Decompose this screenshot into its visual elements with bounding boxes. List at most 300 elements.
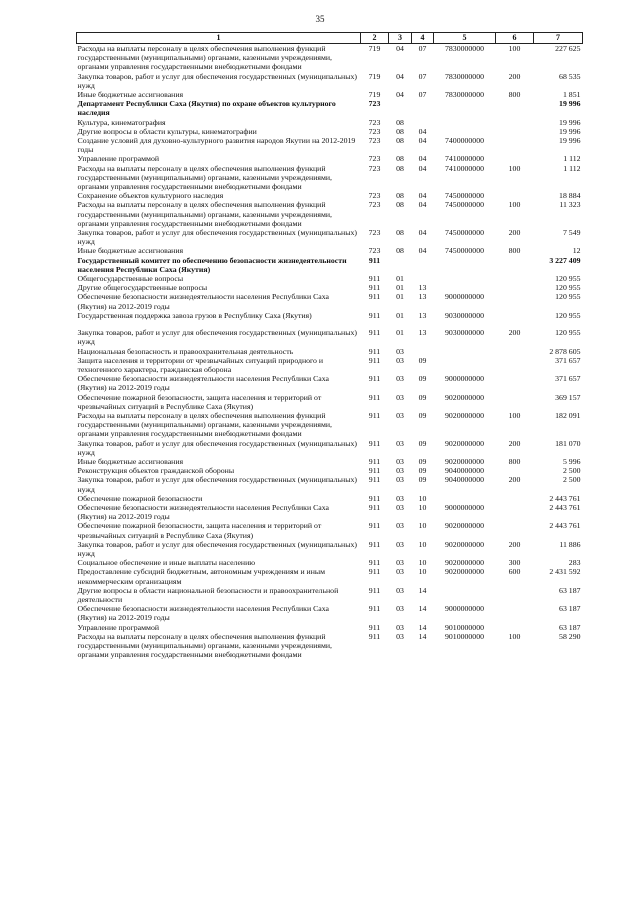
- header-col-6: 6: [496, 33, 534, 44]
- row-section-code: 03: [396, 539, 404, 549]
- table-row: [77, 604, 583, 622]
- row-name: Управление программой: [77, 154, 160, 164]
- table-row: [77, 411, 583, 439]
- row-admin-code: 723: [368, 126, 381, 136]
- row-amount: 120 955: [555, 274, 581, 284]
- row-expense-type-code: [496, 292, 534, 310]
- table-row: [77, 72, 583, 90]
- row-admin-code: 911: [368, 346, 381, 356]
- row-section-code: 08: [396, 117, 404, 127]
- row-section-code: 01: [396, 310, 404, 320]
- row-name: Обеспечение пожарной безопасности, защита населения и территорий от чрезвычайных ситуаций в Республике Саха (Якутия): [77, 521, 322, 540]
- row-subsection-code: 07: [418, 44, 427, 53]
- row-amount: 11 886: [559, 539, 581, 549]
- table-row: [77, 256, 583, 274]
- table-row: [77, 356, 583, 374]
- row-admin-code: 911: [368, 438, 381, 448]
- row-admin-code: 723: [368, 200, 381, 210]
- row-name: Культура, кинематография: [77, 117, 166, 127]
- row-target-code: 9010000000: [445, 631, 484, 641]
- row-subsection-code: 07: [418, 71, 427, 81]
- row-section-code: 03: [396, 567, 404, 577]
- table-row: [77, 466, 583, 475]
- row-admin-code: 911: [368, 292, 381, 302]
- row-name: Реконструкция объектов гражданской обороны: [77, 466, 235, 476]
- row-section-code: 01: [396, 292, 404, 302]
- row-name: Иные бюджетные ассигнования: [77, 90, 184, 100]
- row-expense-type-code: [496, 154, 534, 163]
- row-subsection-code: 14: [418, 585, 427, 595]
- row-amount: 120 955: [555, 283, 581, 293]
- row-subsection-code: 09: [418, 355, 427, 365]
- row-amount: 1 112: [563, 154, 581, 164]
- row-name: Закупка товаров, работ и услуг для обеспечения государственных (муниципальных) нужд: [77, 228, 357, 247]
- row-expense-type-code: 100: [508, 200, 521, 210]
- row-section-code: 04: [396, 71, 404, 81]
- row-amount: 63 187: [559, 622, 581, 632]
- row-subsection-code: 04: [418, 163, 427, 173]
- row-amount: 371 657: [555, 374, 581, 384]
- row-subsection-code: [412, 274, 434, 283]
- row-expense-type-code: [496, 311, 534, 320]
- header-col-2: 2: [361, 33, 389, 44]
- row-admin-code: 723: [368, 191, 381, 201]
- row-admin-code: 719: [368, 90, 381, 100]
- row-amount: 2 443 761: [549, 502, 581, 512]
- row-amount: 12: [572, 246, 581, 256]
- table-row: [77, 191, 583, 200]
- table-row: [77, 521, 583, 539]
- row-target-code: 9040000000: [445, 475, 484, 485]
- row-target-code: 9000000000: [445, 604, 484, 614]
- row-expense-type-code: [496, 494, 534, 503]
- row-section-code: 01: [396, 283, 404, 293]
- table-row: [77, 503, 583, 521]
- row-target-code: 9020000000: [445, 438, 484, 448]
- row-name: Закупка товаров, работ и услуг для обеспечения государственных (муниципальных) нужд: [77, 71, 357, 90]
- row-admin-code: 911: [368, 631, 381, 641]
- row-expense-type-code: [496, 283, 534, 292]
- row-section-code: 03: [396, 631, 404, 641]
- row-subsection-code: 04: [418, 200, 427, 210]
- row-amount: 19 996: [559, 136, 581, 146]
- row-expense-type-code: [496, 356, 534, 374]
- row-subsection-code: 14: [418, 604, 427, 614]
- row-section-code: 04: [396, 90, 404, 100]
- table-row: [77, 274, 583, 283]
- header-col-7: 7: [534, 33, 583, 44]
- row-expense-type-code: [496, 521, 534, 539]
- row-name: Расходы на выплаты персоналу в целях обеспечения выполнения функций государственными (муниципальными) органами, казенными учреждениями, органами управления государственными внебюджетными фондами: [77, 410, 333, 439]
- row-amount: 68 535: [559, 71, 581, 81]
- table-row: [77, 99, 583, 117]
- row-target-code: 9040000000: [445, 466, 484, 476]
- row-admin-code: 911: [368, 502, 381, 512]
- row-subsection-code: 13: [418, 292, 427, 302]
- row-expense-type-code: [496, 191, 534, 200]
- row-admin-code: 911: [368, 466, 381, 476]
- row-section-code: 04: [396, 44, 404, 53]
- table-row: [77, 127, 583, 136]
- row-section-code: 03: [396, 355, 404, 365]
- row-target-code: 9020000000: [445, 410, 484, 420]
- row-amount: 2 500: [562, 475, 581, 485]
- row-admin-code: 911: [368, 392, 381, 402]
- table-body: [77, 44, 583, 660]
- row-expense-type-code: 100: [508, 163, 521, 173]
- row-name: Закупка товаров, работ и услуг для обеспечения государственных (муниципальных) нужд: [77, 539, 357, 558]
- row-amount: 182 091: [555, 410, 581, 420]
- row-target-code: [434, 586, 496, 604]
- row-admin-code: 723: [368, 136, 381, 146]
- row-amount: 11 323: [559, 200, 581, 210]
- row-section-code: 03: [396, 456, 404, 466]
- row-section-code: 03: [396, 392, 404, 402]
- row-amount: 63 187: [559, 585, 581, 595]
- row-name: Другие общегосударственные вопросы: [77, 283, 208, 293]
- row-subsection-code: 10: [418, 567, 427, 577]
- row-admin-code: 911: [368, 355, 381, 365]
- table-row: [77, 136, 583, 154]
- row-target-code: 7400000000: [445, 136, 484, 146]
- row-target-code: 9020000000: [445, 392, 484, 402]
- row-amount: 227 625: [555, 44, 581, 53]
- row-name: Иные бюджетные ассигнования: [77, 456, 184, 466]
- row-subsection-code: 10: [418, 502, 427, 512]
- row-section-code: 08: [396, 191, 404, 201]
- row-admin-code: 719: [368, 44, 381, 53]
- table-row: [77, 283, 583, 292]
- row-subsection-code: 07: [418, 90, 427, 100]
- table-row: [77, 320, 583, 346]
- table-row: [77, 558, 583, 567]
- row-name: Расходы на выплаты персоналу в целях обеспечения выполнения функций государственными (муниципальными) органами, казенными учреждениями, органами управления государственными внебюджетными фондами: [77, 631, 333, 660]
- row-section-code: 03: [396, 558, 404, 568]
- row-section-code: 03: [396, 438, 404, 448]
- row-subsection-code: 13: [418, 310, 427, 320]
- page-number: 35: [315, 14, 325, 24]
- row-section-code: 08: [396, 126, 404, 136]
- table-row: [77, 164, 583, 192]
- row-admin-code: 719: [368, 71, 381, 81]
- row-section-code: 03: [396, 475, 404, 485]
- header-col-4: 4: [412, 33, 434, 44]
- row-name: Обеспечение безопасности жизнедеятельности населения Республики Саха (Якутия) на 2012-2019 годы: [77, 374, 330, 393]
- row-name: Национальная безопасность и правоохранительная деятельность: [77, 346, 294, 356]
- row-amount: 19 996: [559, 126, 581, 136]
- row-admin-code: 723: [368, 163, 381, 173]
- header-col-1: 1: [77, 33, 361, 44]
- row-name: Обеспечение безопасности жизнедеятельности населения Республики Саха (Якутия) на 2012-2019 годы: [77, 604, 330, 623]
- row-target-code: [434, 256, 496, 274]
- row-subsection-code: 04: [418, 136, 427, 146]
- table-row: [77, 347, 583, 356]
- row-admin-code: 911: [368, 374, 381, 384]
- row-section-code: 03: [396, 622, 404, 632]
- row-amount: 3 227 409: [549, 255, 581, 265]
- row-amount: 5 996: [562, 456, 581, 466]
- table-row: [77, 393, 583, 411]
- row-section-code: 03: [396, 374, 404, 384]
- row-admin-code: 911: [368, 567, 381, 577]
- row-name: Расходы на выплаты персоналу в целях обеспечения выполнения функций государственными (муниципальными) органами, казенными учреждениями, органами управления государственными внебюджетными фондами: [77, 44, 333, 72]
- row-subsection-code: 09: [418, 410, 427, 420]
- row-expense-type-code: 200: [508, 475, 521, 485]
- row-expense-type-code: [496, 347, 534, 356]
- row-subsection-code: 04: [418, 154, 427, 164]
- row-name: Сохранение объектов культурного наследия: [77, 191, 224, 201]
- row-amount: 58 290: [559, 631, 581, 641]
- row-name: Общегосударственные вопросы: [77, 274, 184, 284]
- row-subsection-code: 14: [418, 631, 427, 641]
- row-subsection-code: 09: [418, 466, 427, 476]
- row-section-code: 03: [396, 502, 404, 512]
- row-target-code: 7410000000: [445, 163, 484, 173]
- table-row: [77, 586, 583, 604]
- header-col-3: 3: [389, 33, 412, 44]
- row-amount: 19 996: [559, 99, 581, 109]
- row-section-code: 03: [396, 604, 404, 614]
- table-row: [77, 200, 583, 228]
- table-row: [77, 494, 583, 503]
- row-section-code: [389, 99, 412, 117]
- row-target-code: 7450000000: [445, 191, 484, 201]
- row-expense-type-code: 100: [508, 631, 521, 641]
- row-target-code: 7450000000: [445, 200, 484, 210]
- row-admin-code: 911: [368, 539, 381, 549]
- row-expense-type-code: 200: [508, 438, 521, 448]
- table-row: [77, 475, 583, 493]
- row-target-code: 9030000000: [445, 328, 484, 338]
- row-target-code: [434, 118, 496, 127]
- row-name: Обеспечение пожарной безопасности: [77, 493, 203, 503]
- row-expense-type-code: 800: [508, 90, 521, 100]
- row-expense-type-code: [496, 393, 534, 411]
- row-admin-code: 911: [368, 475, 381, 485]
- row-admin-code: 911: [368, 521, 381, 531]
- row-subsection-code: 04: [418, 228, 427, 238]
- row-subsection-code: 10: [418, 493, 427, 503]
- row-section-code: 08: [396, 163, 404, 173]
- row-target-code: [434, 274, 496, 283]
- row-admin-code: 911: [368, 456, 381, 466]
- row-admin-code: 723: [368, 99, 381, 109]
- row-amount: 371 657: [555, 355, 581, 365]
- row-amount: 19 996: [559, 117, 581, 127]
- row-name: Закупка товаров, работ и услуг для обеспечения государственных (муниципальных) нужд: [77, 328, 357, 347]
- row-amount: 2 500: [562, 466, 581, 476]
- row-amount: 18 884: [559, 191, 581, 201]
- row-admin-code: 911: [368, 493, 381, 503]
- budget-table: [76, 32, 583, 659]
- row-amount: 63 187: [559, 604, 581, 614]
- row-target-code: 9000000000: [445, 374, 484, 384]
- row-target-code: 9020000000: [445, 521, 484, 531]
- row-name: Иные бюджетные ассигнования: [77, 246, 184, 256]
- row-admin-code: 723: [368, 154, 381, 164]
- row-target-code: 9020000000: [445, 558, 484, 568]
- row-target-code: [434, 494, 496, 503]
- row-admin-code: 911: [368, 310, 381, 320]
- row-admin-code: 911: [368, 622, 381, 632]
- row-subsection-code: 04: [418, 191, 427, 201]
- row-target-code: 9020000000: [445, 539, 484, 549]
- row-name: Другие вопросы в области культуры, кинематографии: [77, 126, 257, 136]
- row-name: Закупка товаров, работ и услуг для обеспечения государственных (муниципальных) нужд: [77, 438, 357, 457]
- row-expense-type-code: 100: [508, 410, 521, 420]
- row-admin-code: 723: [368, 246, 381, 256]
- table-row: [77, 246, 583, 255]
- table-row: [77, 632, 583, 660]
- table-row: [77, 374, 583, 392]
- row-amount: 181 070: [555, 438, 581, 448]
- row-admin-code: 911: [368, 274, 381, 284]
- row-expense-type-code: 300: [508, 558, 521, 568]
- row-amount: 2 443 761: [549, 521, 581, 531]
- table-row: [77, 228, 583, 246]
- table-row: [77, 540, 583, 558]
- row-target-code: 9030000000: [445, 310, 484, 320]
- row-subsection-code: 10: [418, 558, 427, 568]
- row-subsection-code: [412, 118, 434, 127]
- row-expense-type-code: 600: [508, 567, 521, 577]
- row-target-code: [434, 347, 496, 356]
- row-subsection-code: 14: [418, 622, 427, 632]
- row-subsection-code: 09: [418, 456, 427, 466]
- row-subsection-code: 09: [418, 374, 427, 384]
- row-subsection-code: 09: [418, 392, 427, 402]
- row-target-code: 7830000000: [445, 44, 484, 53]
- row-amount: 283: [568, 558, 581, 568]
- header-col-5: 5: [434, 33, 496, 44]
- row-subsection-code: 10: [418, 539, 427, 549]
- row-expense-type-code: [496, 604, 534, 622]
- table-row: [77, 292, 583, 310]
- row-name: Департамент Республики Саха (Якутия) по охране объектов культурного наследия: [77, 99, 336, 118]
- row-target-code: 9000000000: [445, 502, 484, 512]
- row-subsection-code: [412, 256, 434, 274]
- row-amount: 120 955: [555, 328, 581, 338]
- row-name: Создание условий для духовно-культурного развития народов Якутии на 2012-2019 годы: [77, 136, 356, 155]
- row-expense-type-code: 100: [508, 44, 521, 53]
- table-row: [77, 44, 583, 72]
- row-section-code: 08: [396, 154, 404, 164]
- row-name: Государственная поддержка завоза грузов в Республику Саха (Якутия): [77, 310, 312, 320]
- row-admin-code: 911: [368, 585, 381, 595]
- row-admin-code: 911: [368, 283, 381, 293]
- row-name: Социальное обеспечение и иные выплаты населению: [77, 558, 256, 568]
- row-admin-code: 723: [368, 117, 381, 127]
- row-admin-code: 911: [368, 255, 381, 265]
- row-expense-type-code: 800: [508, 246, 521, 256]
- table-row: [77, 623, 583, 632]
- row-admin-code: 723: [368, 228, 381, 238]
- row-section-code: 03: [396, 466, 404, 476]
- row-expense-type-code: 800: [508, 456, 521, 466]
- row-section-code: 08: [396, 200, 404, 210]
- row-admin-code: 911: [368, 410, 381, 420]
- row-section-code: 08: [396, 136, 404, 146]
- row-section-code: 08: [396, 246, 404, 256]
- row-subsection-code: 09: [418, 475, 427, 485]
- row-expense-type-code: 200: [508, 328, 521, 338]
- row-target-code: 7830000000: [445, 90, 484, 100]
- row-amount: 1 851: [562, 90, 581, 100]
- row-section-code: 03: [396, 521, 404, 531]
- row-subsection-code: 04: [418, 246, 427, 256]
- table-header-row: [77, 33, 583, 44]
- row-target-code: [434, 99, 496, 117]
- row-amount: 120 955: [555, 310, 581, 320]
- row-name: Обеспечение пожарной безопасности, защита населения и территорий от чрезвычайных ситуаций в Республике Саха (Якутия): [77, 392, 322, 411]
- row-expense-type-code: [496, 99, 534, 117]
- row-target-code: 7450000000: [445, 246, 484, 256]
- table-row: [77, 457, 583, 466]
- row-expense-type-code: [496, 374, 534, 392]
- row-subsection-code: 10: [418, 521, 427, 531]
- row-expense-type-code: [496, 136, 534, 154]
- row-amount: 7 549: [562, 228, 581, 238]
- row-name: Государственный комитет по обеспечению безопасности жизнедеятельности населения Республики Саха (Якутия): [77, 255, 347, 274]
- row-target-code: 9020000000: [445, 456, 484, 466]
- row-expense-type-code: [496, 586, 534, 604]
- row-name: Расходы на выплаты персоналу в целях обеспечения выполнения функций государственными (муниципальными) органами, казенными учреждениями, органами управления государственными внебюджетными фондами: [77, 163, 333, 192]
- row-name: Предоставление субсидий бюджетным, автономным учреждениям и иным некоммерческим организациям: [77, 567, 326, 586]
- row-subsection-code: [412, 347, 434, 356]
- row-expense-type-code: [496, 118, 534, 127]
- row-target-code: 7830000000: [445, 71, 484, 81]
- row-name: Закупка товаров, работ и услуг для обеспечения государственных (муниципальных) нужд: [77, 475, 357, 494]
- row-admin-code: 911: [368, 604, 381, 614]
- row-target-code: [434, 356, 496, 374]
- row-expense-type-code: 200: [508, 228, 521, 238]
- table-row: [77, 90, 583, 99]
- row-expense-type-code: [496, 127, 534, 136]
- row-name: Расходы на выплаты персоналу в целях обеспечения выполнения функций государственными (муниципальными) органами, казенными учреждениями, органами управления государственными внебюджетными фондами: [77, 200, 333, 228]
- row-subsection-code: 13: [418, 283, 427, 293]
- row-section-code: 01: [396, 274, 404, 284]
- row-expense-type-code: [496, 466, 534, 475]
- row-section-code: 01: [396, 328, 404, 338]
- row-admin-code: 911: [368, 328, 381, 338]
- row-amount: 1 112: [563, 163, 581, 173]
- row-name: Управление программой: [77, 622, 160, 632]
- row-subsection-code: 09: [418, 438, 427, 448]
- row-target-code: 9000000000: [445, 292, 484, 302]
- row-expense-type-code: 200: [508, 539, 521, 549]
- row-amount: 369 157: [555, 392, 581, 402]
- row-section-code: [389, 256, 412, 274]
- row-target-code: [434, 127, 496, 136]
- row-expense-type-code: [496, 503, 534, 521]
- row-section-code: 03: [396, 493, 404, 503]
- row-section-code: 03: [396, 346, 404, 356]
- row-name: Другие вопросы в области национальной безопасности и правоохранительной деятельности: [77, 585, 339, 604]
- row-amount: 120 955: [555, 292, 581, 302]
- row-subsection-code: [412, 99, 434, 117]
- table-row: [77, 311, 583, 320]
- row-section-code: 08: [396, 228, 404, 238]
- row-subsection-code: 04: [418, 126, 427, 136]
- row-target-code: [434, 283, 496, 292]
- row-target-code: 9010000000: [445, 622, 484, 632]
- row-target-code: 9020000000: [445, 567, 484, 577]
- table-row: [77, 154, 583, 163]
- row-target-code: 7450000000: [445, 228, 484, 238]
- row-admin-code: 911: [368, 558, 381, 568]
- row-name: Защита населения и территории от чрезвычайных ситуаций природного и техногенного характера, гражданская оборона: [77, 355, 324, 374]
- row-name: Обеспечение безопасности жизнедеятельности населения Республики Саха (Якутия) на 2012-2019 годы: [77, 292, 330, 311]
